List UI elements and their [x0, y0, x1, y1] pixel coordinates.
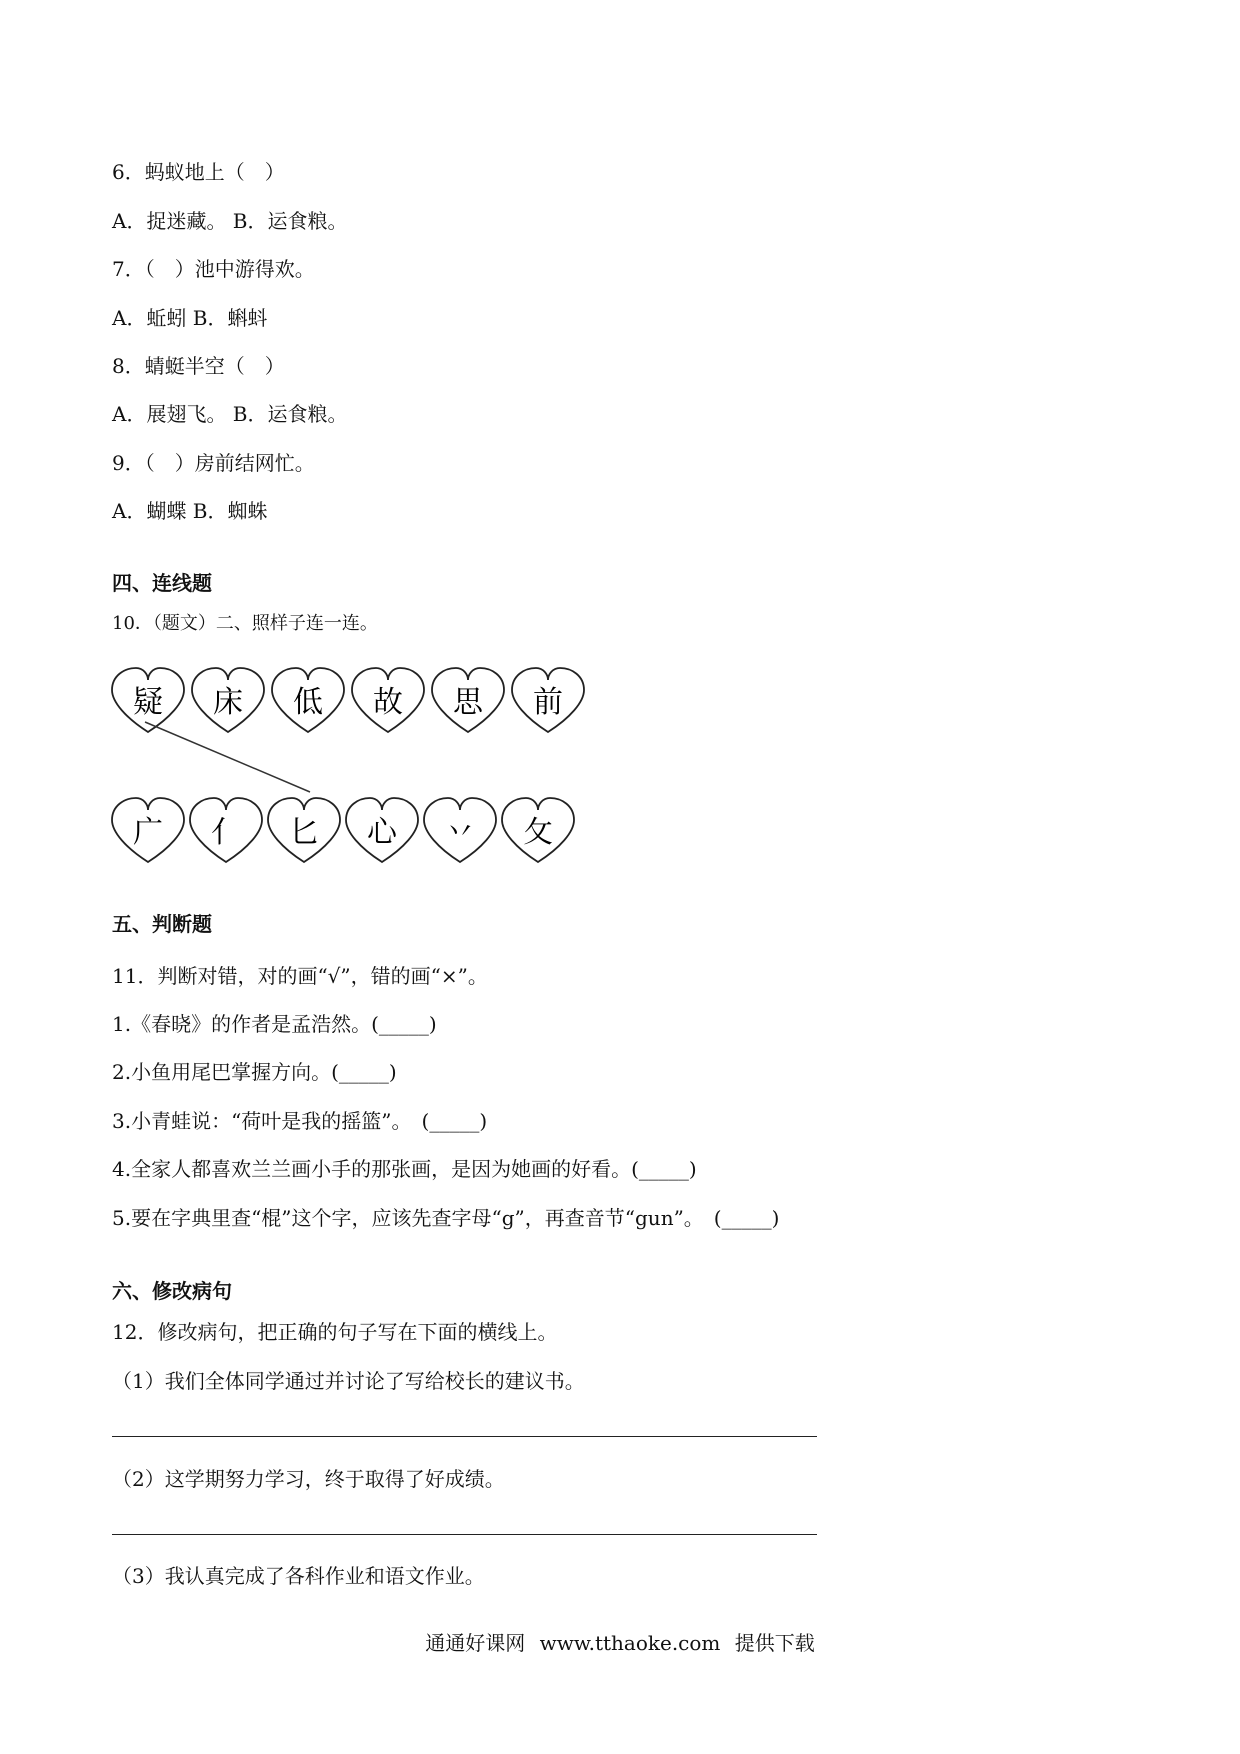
top-heart-4	[352, 668, 424, 732]
bottom-heart-label-5: 丷	[445, 815, 475, 850]
section-6-heading: 六、修改病句	[112, 1279, 232, 1303]
top-heart-label-6: 前	[533, 685, 563, 720]
bottom-heart-label-4: 心	[367, 815, 397, 850]
top-heart-5	[432, 668, 504, 732]
judge-item-3: 3.小青蛙说：“荷叶是我的摇篮”。 (_____)	[112, 1109, 488, 1133]
question-6-options: A．捉迷藏。 B．运食粮。	[112, 209, 348, 233]
judge-item-4: 4.全家人都喜欢兰兰画小手的那张画，是因为她画的好看。(_____)	[112, 1157, 697, 1181]
judge-item-5: 5.要在字典里查“棍”这个字，应该先查字母“g”，再查音节“gun”。 (_____)	[112, 1206, 780, 1230]
top-heart-row	[112, 668, 584, 732]
footer-site: 通通好课网	[425, 1631, 526, 1655]
question-9-options: A．蝴蝶 B．蜘蛛	[112, 499, 268, 523]
top-heart-3	[272, 668, 344, 732]
top-heart-6	[512, 668, 584, 732]
footer-url[interactable]: www.tthaoke.com	[539, 1631, 721, 1655]
section-5-heading: 五、判断题	[112, 912, 212, 936]
heart-matching-figure	[108, 662, 608, 872]
bottom-heart-4	[346, 798, 418, 862]
footer-note: 提供下载	[734, 1631, 815, 1655]
top-heart-label-2: 床	[213, 685, 243, 720]
page-footer	[0, 1629, 1240, 1657]
top-heart-2	[192, 668, 264, 732]
top-heart-label-3: 低	[293, 685, 323, 720]
answer-line-2	[112, 1534, 817, 1535]
bottom-heart-1	[112, 798, 184, 862]
top-heart-label-1: 疑	[133, 685, 163, 720]
top-heart-label-5: 思	[453, 685, 483, 720]
question-7-stem: 7．（ ）池中游得欢。	[112, 257, 315, 281]
bottom-heart-3	[268, 798, 340, 862]
fix-sentence-2: （2）这学期努力学习，终于取得了好成绩。	[112, 1467, 505, 1491]
answer-line-1	[112, 1436, 817, 1437]
question-10-stem: 10．（题文）二、照样子连一连。	[112, 613, 378, 634]
judge-item-1: 1.《春晓》的作者是孟浩然。(_____)	[112, 1012, 437, 1036]
question-8-stem: 8．蜻蜓半空（ ）	[112, 354, 285, 378]
question-11-stem: 11．判断对错，对的画“√”，错的画“×”。	[112, 964, 488, 988]
fix-sentence-1: （1）我们全体同学通过并讨论了写给校长的建议书。	[112, 1369, 585, 1393]
bottom-heart-2	[190, 798, 262, 862]
bottom-heart-label-6: 攵	[523, 815, 553, 850]
question-7-options: A．蚯蚓 B．蝌蚪	[112, 306, 268, 330]
bottom-heart-6	[502, 798, 574, 862]
question-8-options: A．展翅飞。 B．运食粮。	[112, 402, 348, 426]
bottom-heart-5	[424, 798, 496, 862]
question-6-stem: 6．蚂蚁地上（ ）	[112, 160, 285, 184]
section-4-heading: 四、连线题	[112, 571, 212, 595]
bottom-heart-label-3: 匕	[289, 815, 319, 850]
judge-item-2: 2.小鱼用尾巴掌握方向。(_____)	[112, 1060, 397, 1084]
bottom-heart-row	[112, 798, 574, 862]
question-12-stem: 12．修改病句，把正确的句子写在下面的横线上。	[112, 1320, 558, 1344]
top-heart-label-4: 故	[373, 685, 403, 720]
question-9-stem: 9．（ ）房前结网忙。	[112, 451, 315, 475]
bottom-heart-label-2: 亻	[211, 815, 241, 850]
top-heart-1	[112, 668, 184, 732]
bottom-heart-label-1: 广	[133, 815, 163, 850]
fix-sentence-3: （3）我认真完成了各科作业和语文作业。	[112, 1564, 485, 1588]
